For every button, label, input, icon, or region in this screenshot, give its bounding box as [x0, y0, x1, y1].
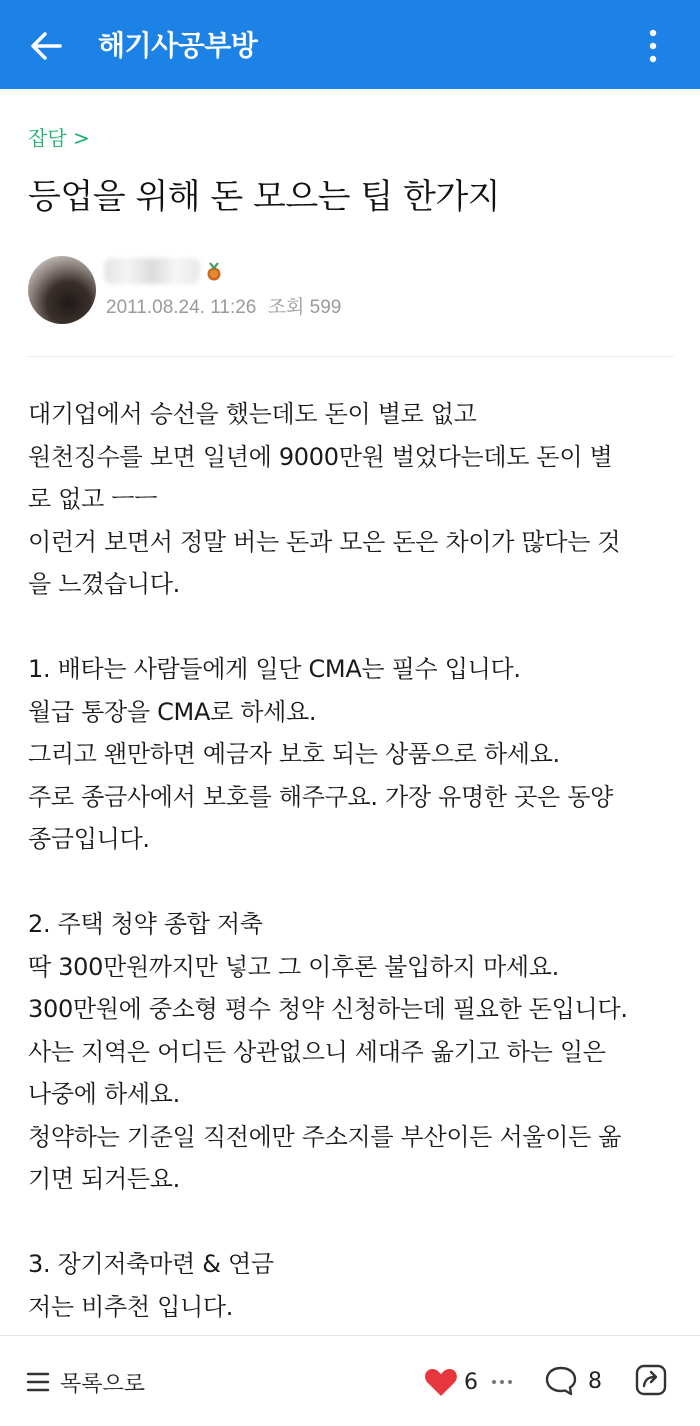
heart-icon — [424, 1367, 458, 1397]
body-line: 나중에 하세요. — [28, 1080, 180, 1108]
back-button[interactable] — [26, 26, 66, 66]
body-line: 3. 장기저축마련 & 연금 — [28, 1250, 274, 1278]
author-name-blurred[interactable] — [104, 258, 200, 284]
like-button[interactable] — [424, 1366, 478, 1398]
bottom-bar — [0, 1335, 700, 1426]
share-button[interactable] — [634, 1362, 668, 1398]
body-line: 원천징수를 보면 일년에 9000만원 벌었다는데도 돈이 별 — [28, 442, 613, 471]
post-meta — [106, 293, 347, 323]
body-line: 대기업에서 승선을 했는데도 돈이 별로 없고 — [28, 400, 477, 428]
author-avatar[interactable] — [28, 256, 96, 324]
comment-count: 8 — [588, 1368, 602, 1394]
more-horizontal-icon — [490, 1378, 514, 1386]
blank-line — [28, 606, 678, 649]
body-line: 그리고 왠만하면 예금자 보호 되는 상품으로 하세요. — [28, 740, 560, 768]
body-line: 1. 배타는 사람들에게 일단 CMA는 필수 입니다. — [28, 655, 521, 683]
list-button-label: 목록으로 — [60, 1371, 146, 1397]
post-views: 조회 599 — [267, 297, 342, 318]
like-count: 6 — [464, 1369, 478, 1395]
menu-list-icon — [26, 1371, 50, 1393]
blank-line — [28, 1201, 678, 1244]
body-line: 300만원에 중소형 평수 청약 신청하는데 필요한 돈입니다. — [28, 995, 628, 1023]
arrow-left-icon — [26, 26, 66, 66]
body-line: 청약하는 기준일 직전에만 주소지를 부산이든 서울이든 옮 — [28, 1122, 622, 1151]
post-body — [28, 393, 678, 1335]
post-date: 2011.08.24. 11:26 — [106, 297, 257, 318]
body-line: 기면 되거든요. — [28, 1165, 180, 1193]
app-title: 해기사공부방 — [98, 29, 258, 62]
comment-button[interactable] — [544, 1364, 602, 1398]
body-line: 이런거 보면서 정말 버는 돈과 모은 돈은 차이가 많다는 것 — [28, 527, 621, 556]
body-line: 을 느꼈습니다. — [28, 570, 180, 598]
app-bar — [0, 0, 700, 89]
body-line: 2. 주택 청약 종합 저축 — [28, 910, 263, 938]
member-level-badge-icon — [205, 262, 223, 282]
post-title: 등업을 위해 돈 모으는 팁 한가지 — [28, 177, 501, 217]
more-vertical-icon — [636, 26, 670, 66]
body-line: 주로 종금사에서 보호를 해주구요. 가장 유명한 곳은 동양 — [28, 782, 613, 811]
blank-line — [28, 861, 678, 904]
body-line: 월급 통장을 CMA로 하세요. — [28, 697, 317, 726]
body-line: 사는 지역은 어디든 상관없으니 세대주 옮기고 하는 일은 — [28, 1037, 606, 1066]
body-line: 딱 300만원까지만 넣고 그 이후론 불입하지 마세요. — [28, 952, 560, 981]
more-options-button[interactable] — [636, 26, 670, 66]
reactions-more-button[interactable] — [490, 1366, 514, 1398]
body-line: 저는 비추천 입니다. — [28, 1292, 234, 1321]
comment-bubble-icon — [544, 1365, 578, 1397]
body-line: 로 없고 ㅡㅡ — [28, 485, 158, 513]
divider — [28, 356, 674, 357]
list-button[interactable] — [26, 1366, 145, 1398]
body-line: 종금입니다. — [28, 825, 150, 853]
share-icon — [634, 1362, 668, 1398]
category-link[interactable]: 잡담 > — [28, 126, 90, 150]
